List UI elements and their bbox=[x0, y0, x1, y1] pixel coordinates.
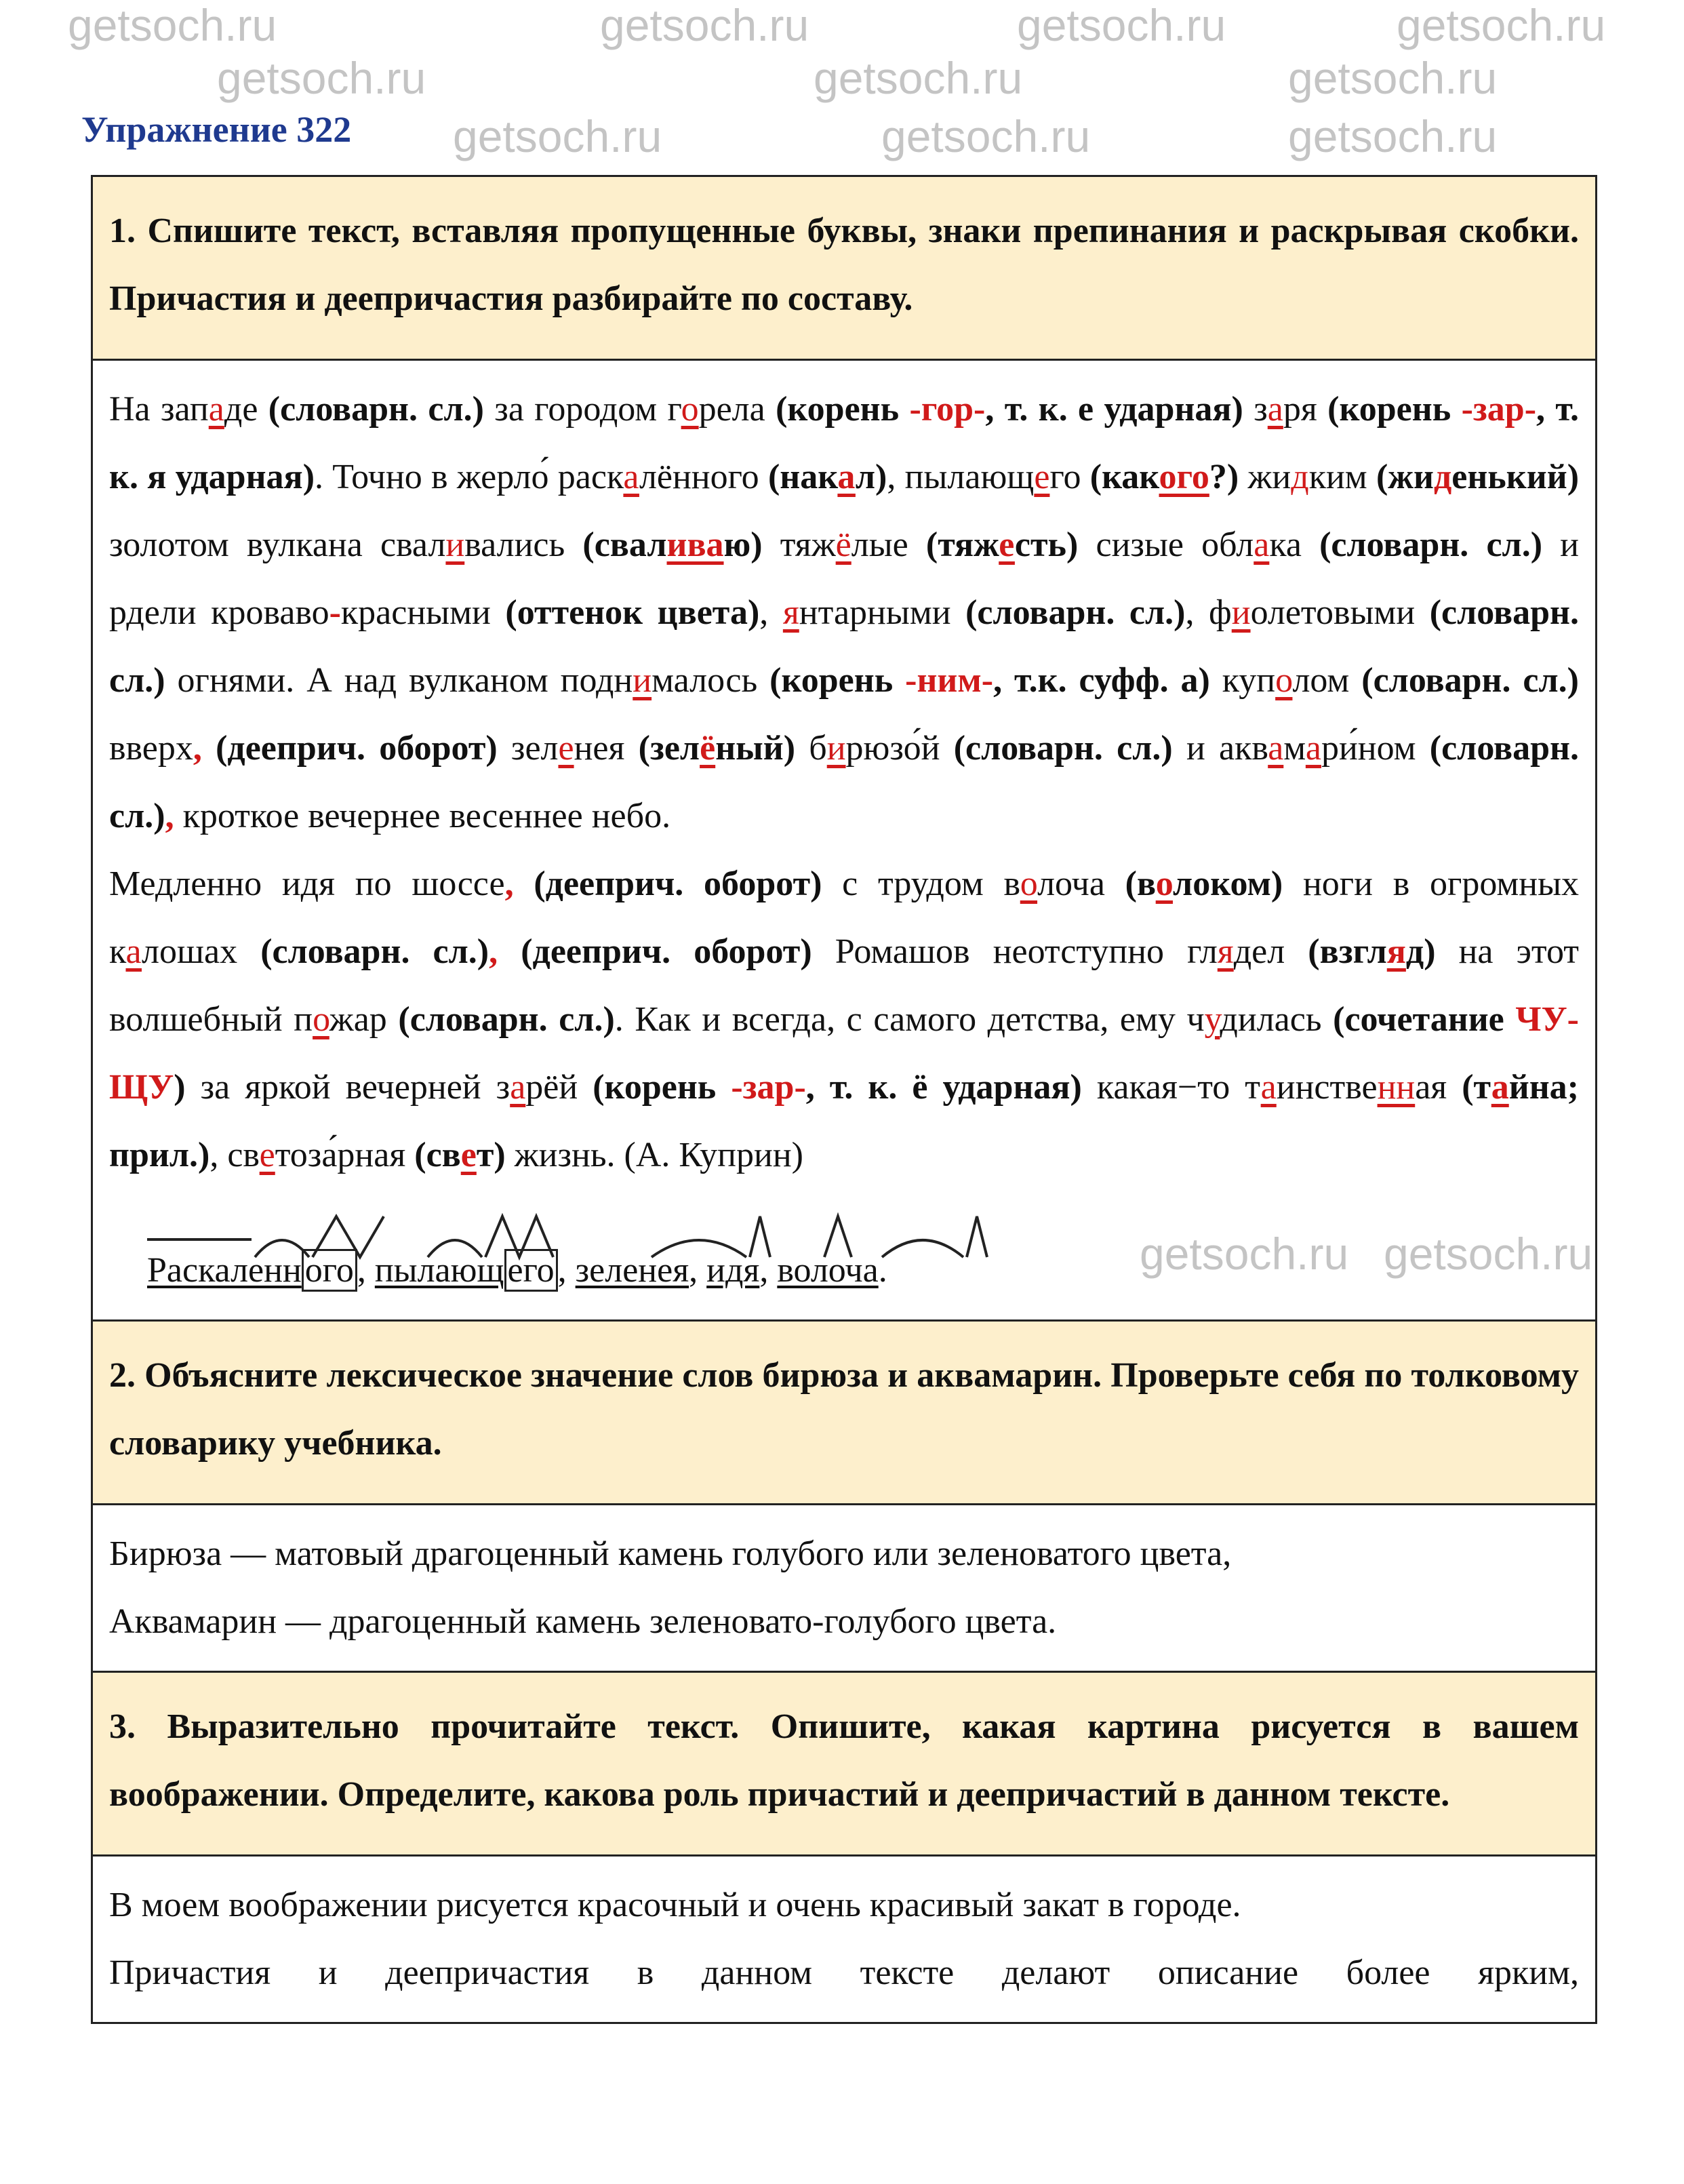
watermark: getsoch.ru bbox=[1384, 1229, 1593, 1279]
text-segment: м bbox=[1283, 729, 1306, 768]
watermark: getsoch.ru bbox=[1397, 0, 1606, 50]
explanation: сть) bbox=[1014, 525, 1079, 564]
explanation: (тяж bbox=[925, 525, 999, 564]
text-segment: . Как и всегда, с самого детства, ему ч bbox=[614, 1000, 1205, 1039]
task3-question: 3. Выразительно прочитайте текст. Опишите, какая картина рисуется в вашем воображении. Определите, какова роль причастий и деепричастий в данном тексте. bbox=[93, 1673, 1595, 1857]
explanation: (нак bbox=[767, 458, 838, 496]
explanation: енький) bbox=[1451, 458, 1580, 496]
explanation: ) bbox=[174, 1068, 186, 1107]
explanation: (корень bbox=[593, 1068, 731, 1107]
text-segment: какая−то т bbox=[1081, 1068, 1261, 1107]
inserted-letter: ё bbox=[835, 525, 851, 564]
text-segment bbox=[498, 932, 521, 971]
inserted-letter: о bbox=[1275, 661, 1293, 700]
explanation: (зел bbox=[638, 729, 700, 768]
text-segment: рёй bbox=[525, 1068, 593, 1107]
inserted-letter: нн bbox=[1377, 1068, 1416, 1107]
answer-line: Аквамарин — драгоценный камень зеленовато-голубого цвета. bbox=[109, 1602, 1057, 1641]
text-segment: Медленно идя по шоссе bbox=[109, 865, 505, 903]
separator: , bbox=[689, 1251, 707, 1290]
highlight: ЧУ-ЩУ bbox=[109, 1000, 1579, 1107]
text-segment: лом bbox=[1292, 661, 1362, 700]
text-segment: . Точно в жерло́ раск bbox=[315, 458, 624, 496]
inserted-letter: д bbox=[1433, 458, 1452, 496]
inserted-letter: о bbox=[681, 390, 699, 429]
text-segment: зел bbox=[497, 729, 559, 768]
task2-answer bbox=[93, 1505, 1595, 1673]
morph-stem: Раскаленн bbox=[147, 1251, 302, 1290]
text-segment: с трудом в bbox=[822, 865, 1020, 903]
separator: , bbox=[759, 1251, 778, 1290]
answer-line: В моем воображении рисуется красочный и очень красивый закат в городе. bbox=[109, 1886, 1241, 1924]
watermark: getsoch.ru bbox=[881, 111, 1091, 161]
text-segment: , ф bbox=[1185, 593, 1232, 632]
inserted-letter: д bbox=[1291, 458, 1309, 496]
text-segment: сизые обл bbox=[1078, 525, 1254, 564]
text-segment: лые bbox=[851, 525, 926, 564]
explanation: (дееприч. оборот) bbox=[216, 729, 498, 768]
text-segment: лоча bbox=[1037, 865, 1125, 903]
watermark: getsoch.ru bbox=[68, 0, 277, 50]
inserted-letter: е bbox=[1034, 458, 1050, 496]
watermark: getsoch.ru bbox=[1140, 1229, 1349, 1279]
exercise-table bbox=[91, 175, 1597, 2024]
inserted-letter: у bbox=[1204, 1000, 1220, 1039]
explanation: (т bbox=[1462, 1068, 1491, 1107]
explanation: (словарн. сл.) bbox=[1319, 525, 1543, 564]
watermark: getsoch.ru bbox=[1288, 111, 1498, 161]
text-segment: кроткое вечернее весеннее небо. bbox=[174, 797, 671, 835]
text-segment: дел bbox=[1233, 932, 1308, 971]
text-segment: ри́ном bbox=[1321, 729, 1430, 768]
text-segment: и акв bbox=[1172, 729, 1268, 768]
inserted-letter: ива bbox=[666, 525, 724, 564]
explanation: , т. к. ё ударная) bbox=[805, 1068, 1082, 1107]
highlight: , bbox=[165, 797, 174, 835]
separator: . bbox=[878, 1251, 887, 1290]
text-segment: ая bbox=[1415, 1068, 1462, 1107]
text-segment: Ромашов неотступно гл bbox=[811, 932, 1218, 971]
inserted-letter: ого bbox=[1159, 458, 1209, 496]
explanation: л) bbox=[855, 458, 887, 496]
text-segment: , пылающ bbox=[887, 458, 1035, 496]
highlight: , bbox=[504, 865, 514, 903]
highlight: -гор- bbox=[909, 390, 986, 429]
highlight: , bbox=[489, 932, 498, 971]
task1-question: 1. Спишите текст, вставляя пропущенные буквы, знаки препинания и раскрывая скобки. Причастия и деепричастия разбирайте по составу. bbox=[93, 177, 1595, 361]
inserted-letter: а bbox=[510, 1068, 526, 1107]
inserted-letter: ё bbox=[700, 729, 716, 768]
text-segment: олетовыми bbox=[1250, 593, 1430, 632]
explanation: (корень bbox=[769, 661, 906, 700]
inserted-letter: е bbox=[999, 525, 1015, 564]
morph-word: зеленея bbox=[575, 1251, 689, 1290]
morph-stem: пылающ bbox=[374, 1251, 504, 1290]
inserted-letter: о bbox=[313, 1000, 329, 1039]
explanation: локом) bbox=[1173, 865, 1283, 903]
explanation: (словарн. сл.) bbox=[965, 593, 1186, 632]
watermark: getsoch.ru bbox=[600, 0, 809, 50]
text-segment: жи bbox=[1239, 458, 1291, 496]
text-segment: рюзо́й bbox=[845, 729, 954, 768]
text-segment: нтарными bbox=[799, 593, 966, 632]
explanation: (дееприч. оборот) bbox=[534, 865, 822, 903]
inserted-letter: а bbox=[1268, 729, 1284, 768]
explanation: д) bbox=[1405, 932, 1436, 971]
text-segment: за городом г bbox=[483, 390, 681, 429]
text-segment bbox=[202, 729, 216, 768]
inserted-letter: я bbox=[782, 593, 799, 632]
inserted-letter: а bbox=[1305, 729, 1321, 768]
explanation: т) bbox=[476, 1136, 506, 1174]
highlight: - bbox=[329, 593, 341, 632]
explanation: (словарн. сл.) bbox=[268, 390, 484, 429]
inserted-letter: е bbox=[460, 1136, 477, 1174]
text-segment: малось bbox=[651, 661, 770, 700]
text-segment: красными bbox=[340, 593, 506, 632]
text-segment: жар bbox=[329, 1000, 399, 1039]
inserted-letter: о bbox=[1020, 865, 1038, 903]
morpheme-analysis bbox=[109, 1189, 1593, 1305]
explanation: (словарн. сл.) bbox=[109, 593, 1579, 700]
explanation: (словарн. сл.) bbox=[109, 729, 1579, 835]
inserted-letter: и bbox=[445, 525, 465, 564]
inserted-letter: и bbox=[826, 729, 846, 768]
inserted-letter: а bbox=[1491, 1068, 1509, 1107]
explanation: , т. к. е ударная) bbox=[985, 390, 1243, 429]
inserted-letter: е bbox=[259, 1136, 275, 1174]
text-segment: На зап bbox=[109, 390, 209, 429]
watermark: getsoch.ru bbox=[814, 53, 1023, 103]
inserted-letter: е bbox=[558, 729, 574, 768]
exercise-title: Упражнение 322 bbox=[81, 109, 352, 150]
inserted-letter: я bbox=[1217, 932, 1234, 971]
text-segment: го bbox=[1049, 458, 1090, 496]
explanation: ?) bbox=[1209, 458, 1239, 496]
text-segment: и рдели кроваво bbox=[109, 525, 1580, 632]
suffix-mark bbox=[967, 1216, 987, 1257]
watermark: getsoch.ru bbox=[1288, 53, 1498, 103]
explanation: , т. к. я ударная) bbox=[109, 390, 1580, 496]
inserted-letter: а bbox=[837, 458, 856, 496]
text-segment: вались bbox=[464, 525, 583, 564]
task1-answer bbox=[93, 361, 1595, 1322]
task3-answer bbox=[93, 1857, 1595, 2022]
text-segment: за яркой вечерней з bbox=[185, 1068, 510, 1107]
text-segment: ка bbox=[1269, 525, 1320, 564]
watermark: getsoch.ru bbox=[1017, 0, 1226, 50]
watermark: getsoch.ru bbox=[453, 111, 662, 161]
text-segment: , св bbox=[209, 1136, 260, 1174]
text-segment: тяж bbox=[762, 525, 836, 564]
inserted-letter: я bbox=[1386, 932, 1406, 971]
inserted-letter: и bbox=[633, 661, 652, 700]
text-segment bbox=[514, 865, 534, 903]
highlight: -зар- bbox=[1461, 390, 1537, 429]
inserted-letter: о bbox=[1155, 865, 1174, 903]
text-segment: золотом вулкана свал bbox=[109, 525, 446, 564]
text-segment: вверх bbox=[109, 729, 193, 768]
explanation: (словарн. сл.) bbox=[953, 729, 1173, 768]
text-segment: де bbox=[224, 390, 268, 429]
inserted-letter: и bbox=[1231, 593, 1251, 632]
inserted-letter: а bbox=[208, 390, 224, 429]
text-segment: , bbox=[759, 593, 783, 632]
text-segment: дилась bbox=[1220, 1000, 1334, 1039]
answer-paragraph bbox=[109, 376, 1579, 850]
explanation: (взгл bbox=[1308, 932, 1387, 971]
explanation: (корень bbox=[1327, 390, 1462, 429]
task2-question: 2. Объясните лексическое значение слов бирюза и аквамарин. Проверьте себя по толковому словарику учебника. bbox=[93, 1322, 1595, 1505]
separator: , bbox=[357, 1251, 375, 1290]
morph-ending: ого bbox=[302, 1249, 357, 1292]
separator: , bbox=[557, 1251, 576, 1290]
explanation: (в bbox=[1125, 865, 1156, 903]
explanation: (оттенок цвета) bbox=[505, 593, 760, 632]
explanation: йна; прил.) bbox=[109, 1068, 1579, 1174]
watermark: getsoch.ru bbox=[217, 53, 426, 103]
explanation: (словарн. сл.) bbox=[398, 1000, 615, 1039]
explanation: (как bbox=[1089, 458, 1159, 496]
highlight: -ним- bbox=[905, 661, 994, 700]
text-segment: нея bbox=[574, 729, 639, 768]
inserted-letter: а bbox=[1267, 390, 1283, 429]
explanation: (словарн. сл.) bbox=[1361, 661, 1579, 700]
text-segment: ким bbox=[1308, 458, 1376, 496]
answer-line: Бирюза — матовый драгоценный камень голубого или зеленоватого цвета, bbox=[109, 1534, 1232, 1573]
text-segment: на этот волшебный п bbox=[109, 932, 1580, 1039]
text-segment: з bbox=[1243, 390, 1268, 429]
highlight: -зар- bbox=[731, 1068, 806, 1107]
answer-line: Причастия и деепричастия в данном тексте делают описание более ярким, bbox=[109, 1953, 1579, 1992]
text-segment: лошах bbox=[142, 932, 261, 971]
text-segment: лённого bbox=[639, 458, 768, 496]
text-segment: куп bbox=[1209, 661, 1276, 700]
text-segment: огнями. А над вулканом подн bbox=[165, 661, 633, 700]
explanation: (св bbox=[414, 1136, 461, 1174]
inserted-letter: а bbox=[1260, 1068, 1277, 1107]
explanation: (корень bbox=[776, 390, 910, 429]
highlight: , bbox=[193, 729, 202, 768]
text-segment: ноги в огромных к bbox=[109, 865, 1580, 971]
text-segment: жизнь. (А. Куприн) bbox=[505, 1136, 803, 1174]
explanation: , т.к. суфф. а) bbox=[993, 661, 1210, 700]
inserted-letter: а bbox=[125, 932, 142, 971]
text-segment: инстве bbox=[1276, 1068, 1378, 1107]
inserted-letter: а bbox=[1254, 525, 1270, 564]
root-arc bbox=[882, 1240, 963, 1257]
text-segment: б bbox=[795, 729, 827, 768]
morph-word: идя bbox=[706, 1251, 760, 1290]
explanation: (жи bbox=[1376, 458, 1434, 496]
morph-ending: его bbox=[504, 1249, 558, 1292]
answer-paragraph bbox=[109, 850, 1579, 1189]
explanation: ю) bbox=[723, 525, 763, 564]
explanation: (сочетание bbox=[1333, 1000, 1516, 1039]
morph-word: волоча bbox=[777, 1251, 879, 1290]
explanation: ный) bbox=[715, 729, 796, 768]
inserted-letter: а bbox=[623, 458, 639, 496]
explanation: (словарн. сл.) bbox=[260, 932, 489, 971]
text-segment: ря bbox=[1283, 390, 1328, 429]
explanation: (свал bbox=[582, 525, 667, 564]
text-segment: рела bbox=[698, 390, 776, 429]
text-segment: тоза́рная bbox=[275, 1136, 415, 1174]
explanation: (дееприч. оборот) bbox=[521, 932, 812, 971]
